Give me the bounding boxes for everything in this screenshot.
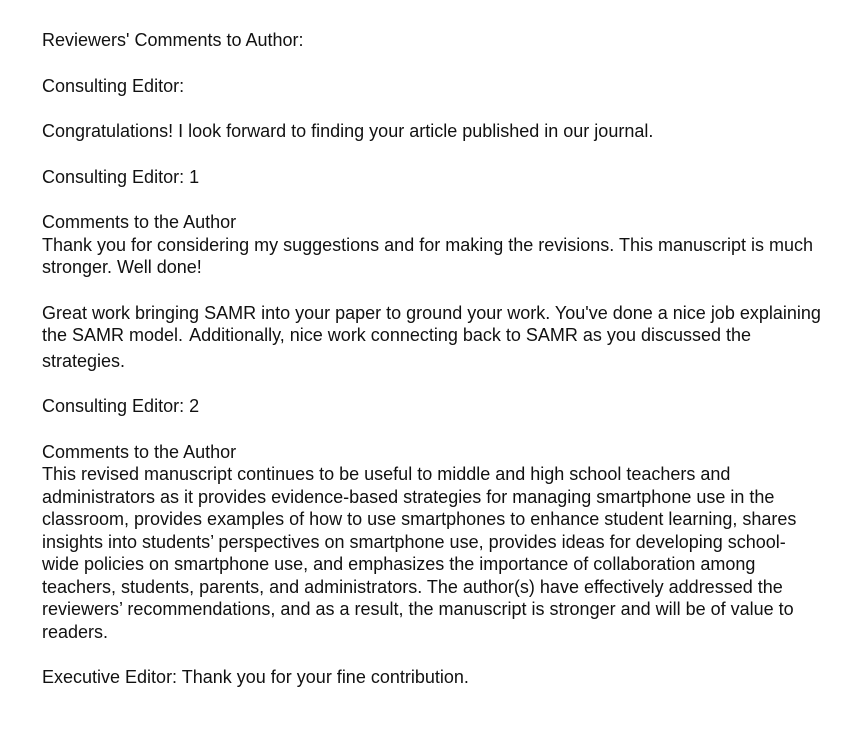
editor-1-paragraph-2-end: Additionally, nice work connecting back to SAMR as you discussed the strategies. [42, 325, 752, 371]
document-heading: Reviewers' Comments to Author: [42, 30, 304, 50]
consulting-editor-1-label: Consulting Editor: 1 [42, 166, 200, 187]
editor-1-paragraph-2-start: Great work bringing SAMR into your paper to ground your work. You've done a nice job explaining the SAMR model. [42, 302, 821, 345]
executive-editor-comment: Executive Editor: Thank you for your fine contribution. [42, 667, 469, 687]
consulting-editor-2-label: Consulting Editor: 2 [42, 396, 200, 416]
editor-1-comments-heading: Comments to the Author [42, 212, 237, 232]
editor-2-comments-heading: Comments to the Author [42, 441, 237, 462]
document-body[interactable] [42, 29, 822, 712]
editor-1-paragraph-1: Thank you for considering my suggestions and for making the revisions. This manuscript is much stronger. Well done! [42, 234, 814, 277]
editor-2-comments [42, 441, 822, 644]
editor-2-paragraph-1: This revised manuscript continues to be useful to middle and high school teachers and administrators as it provides evidence-based strategies for managing smartphone use in the classroom, provides examples of how to use smartphones to enhance student learning, shares insights into students’ perspectives on smartphone use, provides ideas for developing school-wide policies on smartphone use, and emphasizes the importance of collaboration among teachers, students, parents, and administrators. The author(s) have effectively addressed the reviewers’ recommendations, and as a result, the manuscript is stronger and will be of value to readers. [42, 464, 797, 642]
editor-1-paragraph-2 [42, 302, 822, 373]
congratulations-text: Congratulations! I look forward to finding your article published in our journal. [42, 121, 654, 141]
consulting-editor-label: Consulting Editor: [42, 75, 185, 96]
editor-1-comments [42, 211, 822, 279]
